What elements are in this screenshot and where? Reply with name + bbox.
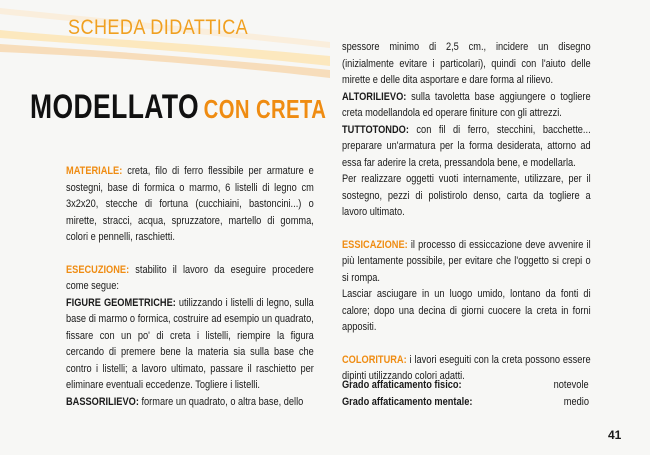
- altorilievo-paragraph: [342, 89, 591, 122]
- left-column: [66, 163, 314, 410]
- bassorilievo-text: formare un quadrato, o altra base, dello: [138, 395, 304, 408]
- tuttotondo-label: TUTTOTONDO:: [342, 123, 409, 136]
- page-number: 41: [608, 428, 622, 442]
- coloritura-text: i lavori eseguiti con la creta possono essere dipinti utilizzando colori adatti.: [342, 353, 591, 382]
- page-title: [30, 88, 326, 127]
- section-header: SCHEDA DIDATTICA: [68, 16, 249, 39]
- materiale-label: MATERIALE:: [66, 165, 123, 177]
- figure-label: FIGURE GEOMETRICHE:: [66, 296, 176, 309]
- asciugare-paragraph: Lasciar asciugare in un luogo umido, lontano da fonti di calore; dopo una decina di giorni cuocere la creta in forni appositi.: [342, 288, 591, 333]
- page-title-sub: CON CRETA: [203, 94, 327, 124]
- grade-label-fisico: Grado affaticamento fisico:: [342, 379, 462, 391]
- tuttotondo-text: con fil di ferro, stecchini, bacchette... preparare un'armatura per la forma desiderata, attorno ad essa far aderire la creta, pressandola bene, e modellarla.: [342, 123, 591, 169]
- materiale-text: creta, filo di ferro flessibile per armature e sostegni, base di formica o marmo, 6 listelli di legno cm 3x2x20, stecche di fortuna (cucchiaini, bastoncini...) o mirette, stracci, acqua, spruzzatore, martello di gomma, colori e pennelli, raschietti.: [66, 165, 314, 243]
- altorilievo-text: sulla tavoletta base aggiungere o togliere creta modellandola ed operare finiture con gli attrezzi.: [342, 90, 591, 119]
- essicazione-label: ESSICAZIONE:: [342, 238, 408, 251]
- page-title-main: MODELLATO: [30, 88, 200, 126]
- grade-value-fisico: notevole: [554, 379, 589, 391]
- grade-label-mentale: Grado affaticamento mentale:: [342, 396, 473, 408]
- coloritura-label: COLORITURA:: [342, 353, 407, 366]
- vuoti-paragraph: Per realizzare oggetti vuoti internamente, utilizzare, per il sostegno, pezzi di polistirolo denso, carta da togliere a lavoro ultimato.: [342, 173, 591, 218]
- esecuzione-text: stabilito il lavoro da eseguire procedere come segue:: [66, 263, 314, 292]
- esecuzione-paragraph: [66, 262, 314, 295]
- esecuzione-label: ESECUZIONE:: [66, 263, 130, 276]
- essicazione-text: il processo di essiccazione deve avvenire il più lentamente possibile, per evitare che l'oggetto si crepi o si rompa.: [342, 238, 591, 284]
- figure-paragraph: [66, 295, 314, 394]
- altorilievo-label: ALTORILIEVO:: [342, 90, 407, 103]
- materiale-paragraph: [66, 163, 314, 246]
- tuttotondo-paragraph: [342, 122, 591, 172]
- bassorilievo-paragraph: [66, 394, 314, 411]
- bassorilievo-label: BASSORILIEVO:: [66, 395, 139, 408]
- figure-text: utilizzando i listelli di legno, sulla base di marmo o formica, costruire ad esempio un quadrato, fissare con un po' di creta i listelli, riempire la figura cercando di premere bene la materia sia sulla base che contro i listelli; a lavoro ultimato, passare il raschietto per eliminare eventuali eccedenze. Togliere i listelli.: [66, 296, 314, 391]
- continuation-paragraph: spessore minimo di 2,5 cm., incidere un disegno (inizialmente evitare i particolari), quindi con l'aiuto delle mirette e delle dita asportare e dare forma al rilievo.: [342, 41, 591, 86]
- essicazione-paragraph: [342, 237, 591, 287]
- header-stripes-decoration: [0, 0, 330, 80]
- right-column: [342, 39, 591, 385]
- grade-value-mentale: medio: [563, 396, 589, 408]
